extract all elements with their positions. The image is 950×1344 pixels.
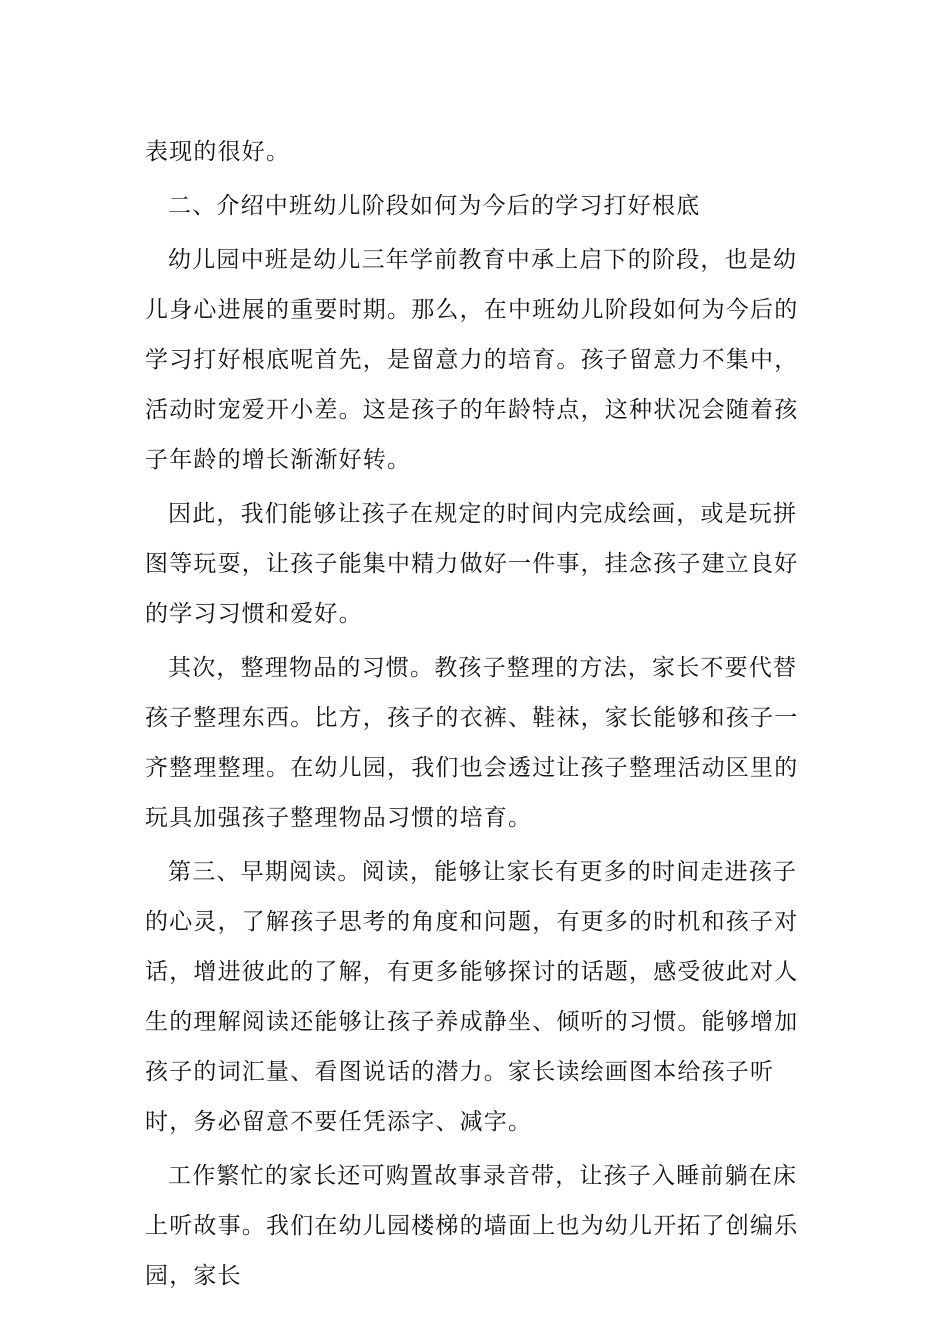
paragraph: 幼儿园中班是幼儿三年学前教育中承上启下的阶段，也是幼儿身心进展的重要时期。那么，在中班幼儿阶段如何为今后的学习打好根底呢首先，是留意力的培育。孩子留意力不集中，活动时宠爱开小差。这是孩子的年龄特点，这种状况会随着孩子年龄的增长渐渐好转。 [145,247,799,473]
document-body [145,127,810,1305]
paragraph: 第三、早期阅读。阅读，能够让家长有更多的时间走进孩子的心灵，了解孩子思考的角度和问题，有更多的时机和孩子对话，增进彼此的了解，有更多能够探讨的话题，感受彼此对人生的理解阅读还能够让孩子养成静坐、倾听的习惯。能够增加孩子的词汇量、看图说话的潜力。家长读绘画图本给孩子听时，务必留意不要任凭添字、减字。 [145,859,799,1135]
paragraph: 工作繁忙的家长还可购置故事录音带，让孩子入睡前躺在床上听故事。我们在幼儿园楼梯的墙面上也为幼儿开拓了创编乐园，家长 [145,1163,799,1289]
paragraph: 其次，整理物品的习惯。教孩子整理的方法，家长不要代替孩子整理东西。比方，孩子的衣裤、鞋袜，家长能够和孩子一齐整理整理。在幼儿园，我们也会透过让孩子整理活动区里的玩具加强孩子整理物品习惯的培育。 [145,655,799,831]
section-heading: 二、介绍中班幼儿阶段如何为今后的学习打好根底 [168,193,701,219]
paragraph: 因此，我们能够让孩子在规定的时间内完成绘画，或是玩拼图等玩耍，让孩子能集中精力做好一件事，挂念孩子建立良好的学习习惯和爱好。 [145,501,799,627]
paragraph-continuation: 表现的很好。 [145,139,291,165]
